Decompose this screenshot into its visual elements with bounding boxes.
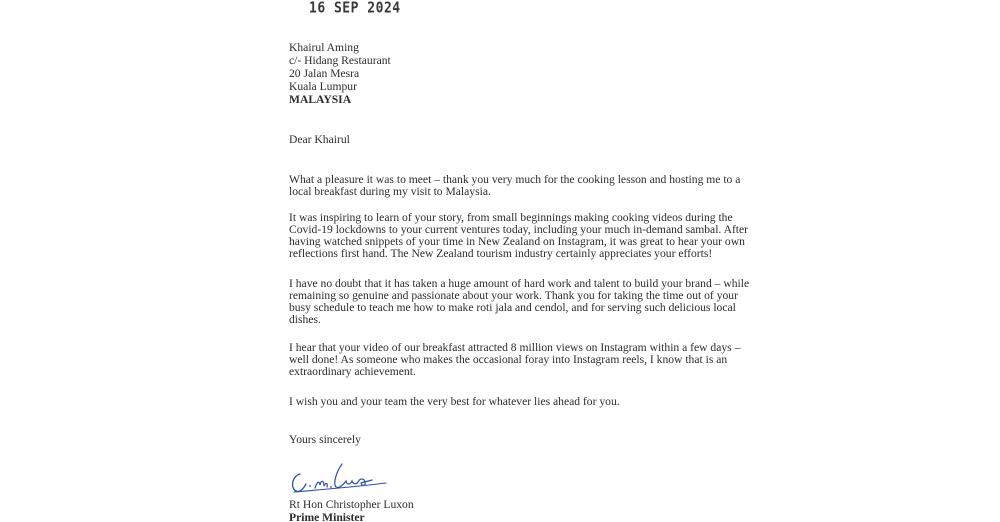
signature-stroke bbox=[315, 481, 327, 488]
paragraph-line: What a pleasure it was to meet – thank you very much for the cooking lesson and hosting me to a bbox=[289, 173, 741, 186]
paragraph-5 bbox=[289, 396, 749, 408]
recipient-address bbox=[289, 42, 391, 107]
signature-stroke bbox=[293, 474, 306, 491]
paragraph-line: extraordinary achievement. bbox=[289, 365, 416, 378]
paragraph-line: local breakfast during my visit to Malaysia. bbox=[289, 185, 491, 198]
recipient-country: MALAYSIA bbox=[289, 93, 352, 106]
paragraph-line: Covid-19 lockdowns to your current ventures today, including your much in-demand sambal. After bbox=[289, 223, 749, 236]
paragraph-line: busy schedule to teach me how to make roti jala and cendol, and for serving such delicious local bbox=[289, 301, 736, 314]
paragraph-line: It was inspiring to learn of your story, from small beginnings making cooking videos during the bbox=[289, 211, 733, 224]
paragraph-line: I have no doubt that it has taken a huge amount of hard work and talent to build your brand – while bbox=[289, 277, 750, 290]
salutation: Dear Khairul bbox=[289, 133, 350, 146]
recipient-care-of: c/- Hidang Restaurant bbox=[289, 54, 391, 67]
paragraph-line: reflections first hand. The New Zealand tourism industry certainly appreciates your efforts! bbox=[289, 247, 713, 260]
paragraph-1 bbox=[289, 174, 749, 198]
date-stamp: 16 SEP 2024 bbox=[309, 0, 401, 18]
signature-stroke bbox=[335, 464, 372, 487]
signer-title: Prime Minister bbox=[289, 511, 365, 522]
paragraph-line: remaining so genuine and passionate about your work. Thank you for taking the time out of your bbox=[289, 289, 738, 302]
recipient-name: Khairul Aming bbox=[289, 41, 359, 54]
closing: Yours sincerely bbox=[289, 433, 361, 446]
signer-name: Rt Hon Christopher Luxon bbox=[289, 498, 414, 511]
signature-dot bbox=[309, 485, 311, 487]
handwritten-signature bbox=[286, 454, 396, 496]
paragraph-3 bbox=[289, 278, 749, 326]
paragraph-line: I wish you and your team the very best for whatever lies ahead for you. bbox=[289, 395, 620, 408]
recipient-street: 20 Jalan Mesra bbox=[289, 67, 360, 80]
signer-block bbox=[289, 499, 414, 522]
paragraph-4 bbox=[289, 342, 749, 378]
paragraph-line: having watched snippets of your time in New Zealand on Instagram, it was great to hear your own bbox=[289, 235, 745, 248]
recipient-city: Kuala Lumpur bbox=[289, 80, 357, 93]
signature-underline bbox=[294, 483, 386, 492]
paragraph-line: I hear that your video of our breakfast attracted 8 million views on Instagram within a few days – bbox=[289, 341, 741, 354]
signature-dot bbox=[330, 486, 332, 488]
paragraph-2 bbox=[289, 212, 749, 260]
paragraph-line: dishes. bbox=[289, 313, 321, 326]
paragraph-line: well done! As someone who makes the occasional foray into Instagram reels, I know that is an bbox=[289, 353, 728, 366]
